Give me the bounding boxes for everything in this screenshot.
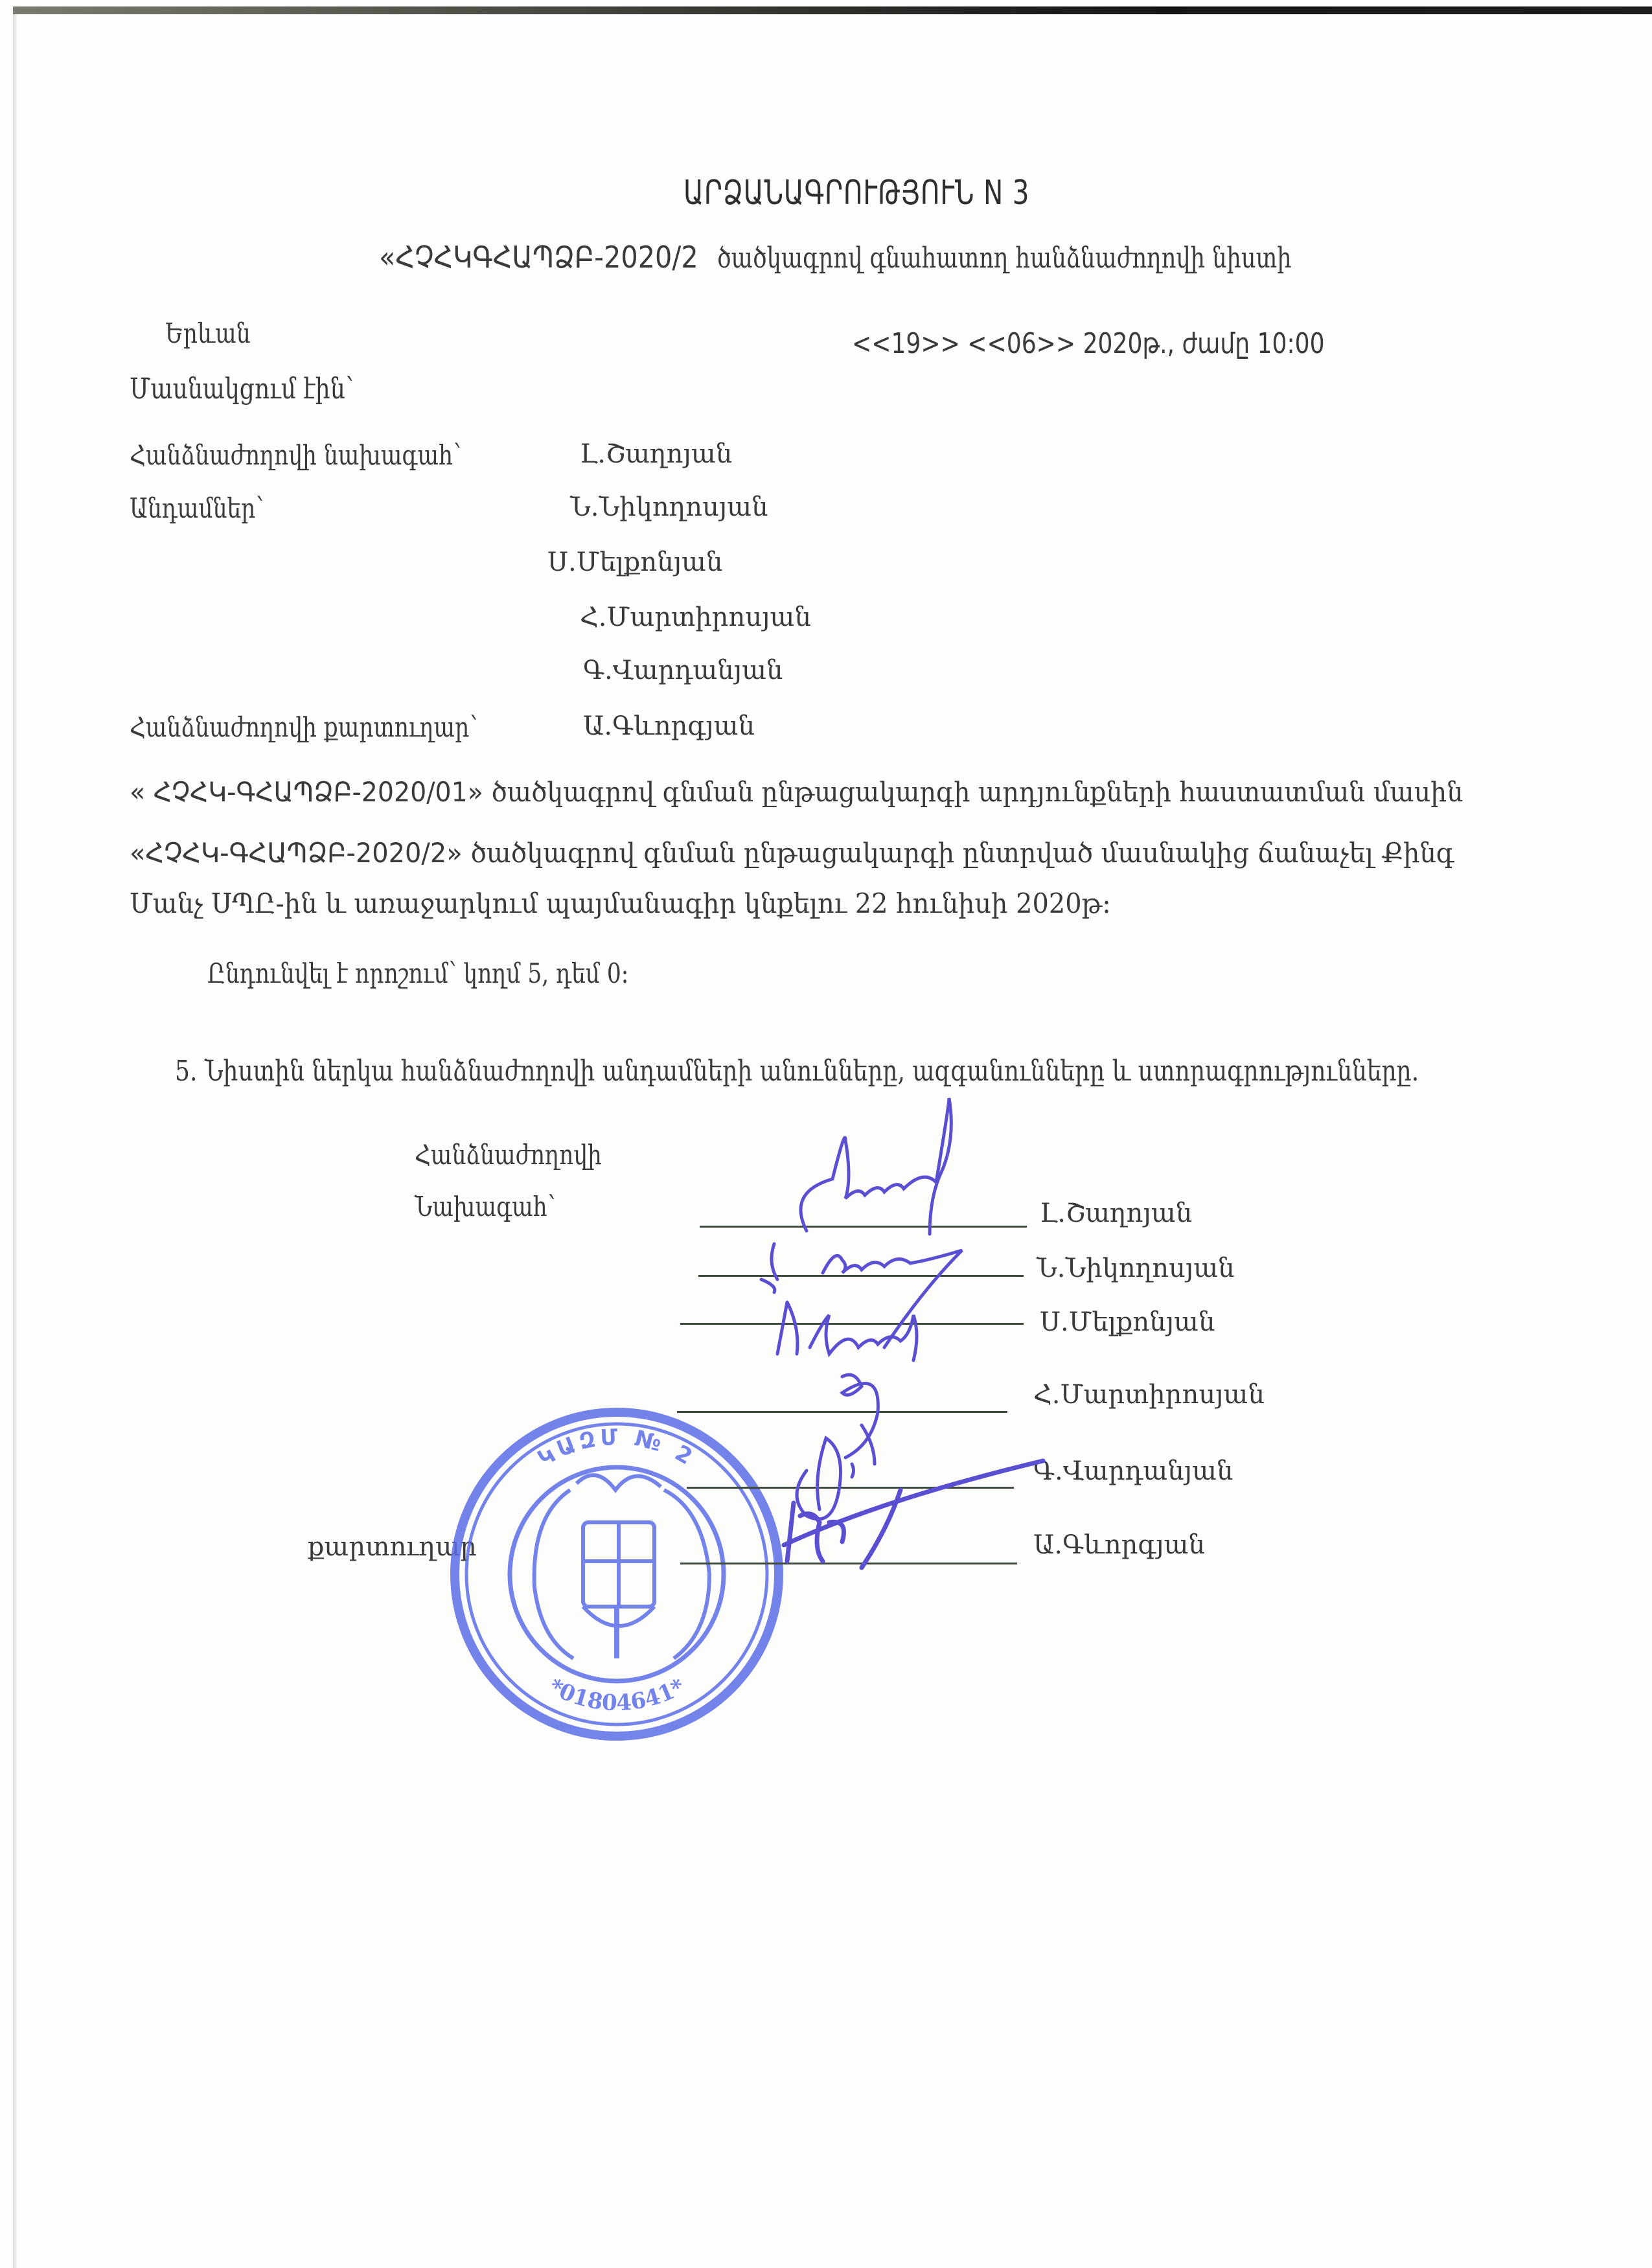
item-5: 5. Նիստին ներկա հանձնաժողովի անդամների անունները, ազգանունները և ստորագրությունները. [175,1055,1419,1088]
chair-name: Լ.Շաղոյան [580,439,733,469]
city: Երևան [165,317,251,349]
signatory-name: Ս.Մելքոնյան [1040,1307,1215,1337]
meeting-datetime: <<19>> <<06>> 2020թ., ժամը 10:00 [852,327,1325,360]
paragraph-text: ծածկագրով գնման ընթացակարգի ընտրված մասնակից ճանաչել Քինգ [462,837,1454,869]
signature-member-4 [797,1438,854,1519]
members-label: Անդամներ՝ [130,492,264,524]
stamp-top-text: ԿԱԶՄ № 2 [533,1424,700,1472]
document-title: ԱՐՁԱՆԱԳՐՈՒԹՅՈՒՆ N 3 [683,174,1030,212]
subtitle-code: «ՀՉՀԿԳՀԱՊՁԲ-2020/2 [379,240,698,275]
signature-secretary [784,1461,1043,1568]
decision-line: Ընդունվել է որոշում՝ կողմ 5, դեմ 0: [207,957,629,989]
member-name: Ն.Նիկողոսյան [570,492,768,522]
secretary-name: Ա.Գևորգյան [583,711,755,741]
signature-member-3 [842,1375,878,1464]
procurement-code: «ՀՉՀԿ-ԳՀԱՊՁԲ-2020/2» [130,837,463,869]
paragraph-continuation: Մանչ ՍՊԸ-ին և առաջարկում պայմանագիր կնքելու 22 հունիսի 2020թ: [130,888,1111,919]
chair-label: Հանձնաժողովի նախագահ՝ [130,439,461,471]
member-name: Գ.Վարդանյան [583,656,783,685]
paragraph-text: ծածկագրով գնման ընթացակարգի արդյունքների հաստատման մասին [483,776,1463,808]
signatory-name: Ն.Նիկողոսյան [1037,1254,1235,1283]
member-name: Հ.Մարտիրոսյան [580,602,811,632]
signature-member-1 [761,1244,962,1347]
procurement-code: « ՀՉՀԿ-ԳՀԱՊՁԲ-2020/01» [130,776,483,808]
signatory-name: Լ.Շաղոյան [1040,1198,1193,1228]
member-name: Ս.Մելքոնյան [547,547,723,577]
signatory-name: Հ.Մարտիրոսյան [1033,1380,1265,1410]
signature-chair [801,1098,951,1234]
signatory-name: Գ.Վարդանյան [1033,1456,1233,1486]
participants-heading: Մասնակցում էին՝ [130,372,354,406]
signature-secretary-label: քարտուղար [308,1532,477,1562]
signature-heading-chair: Նախագահ՝ [415,1191,556,1222]
stamp-number: *01804641* [544,1673,689,1717]
signature-heading-committee: Հանձնաժողովի [415,1139,602,1171]
subtitle-text: ծածկագրով գնահատող հանձնաժողովի նիստի [717,242,1292,275]
secretary-label: Հանձնաժողովի քարտուղար՝ [130,711,477,743]
signatory-name: Ա.Գևորգյան [1033,1530,1205,1560]
